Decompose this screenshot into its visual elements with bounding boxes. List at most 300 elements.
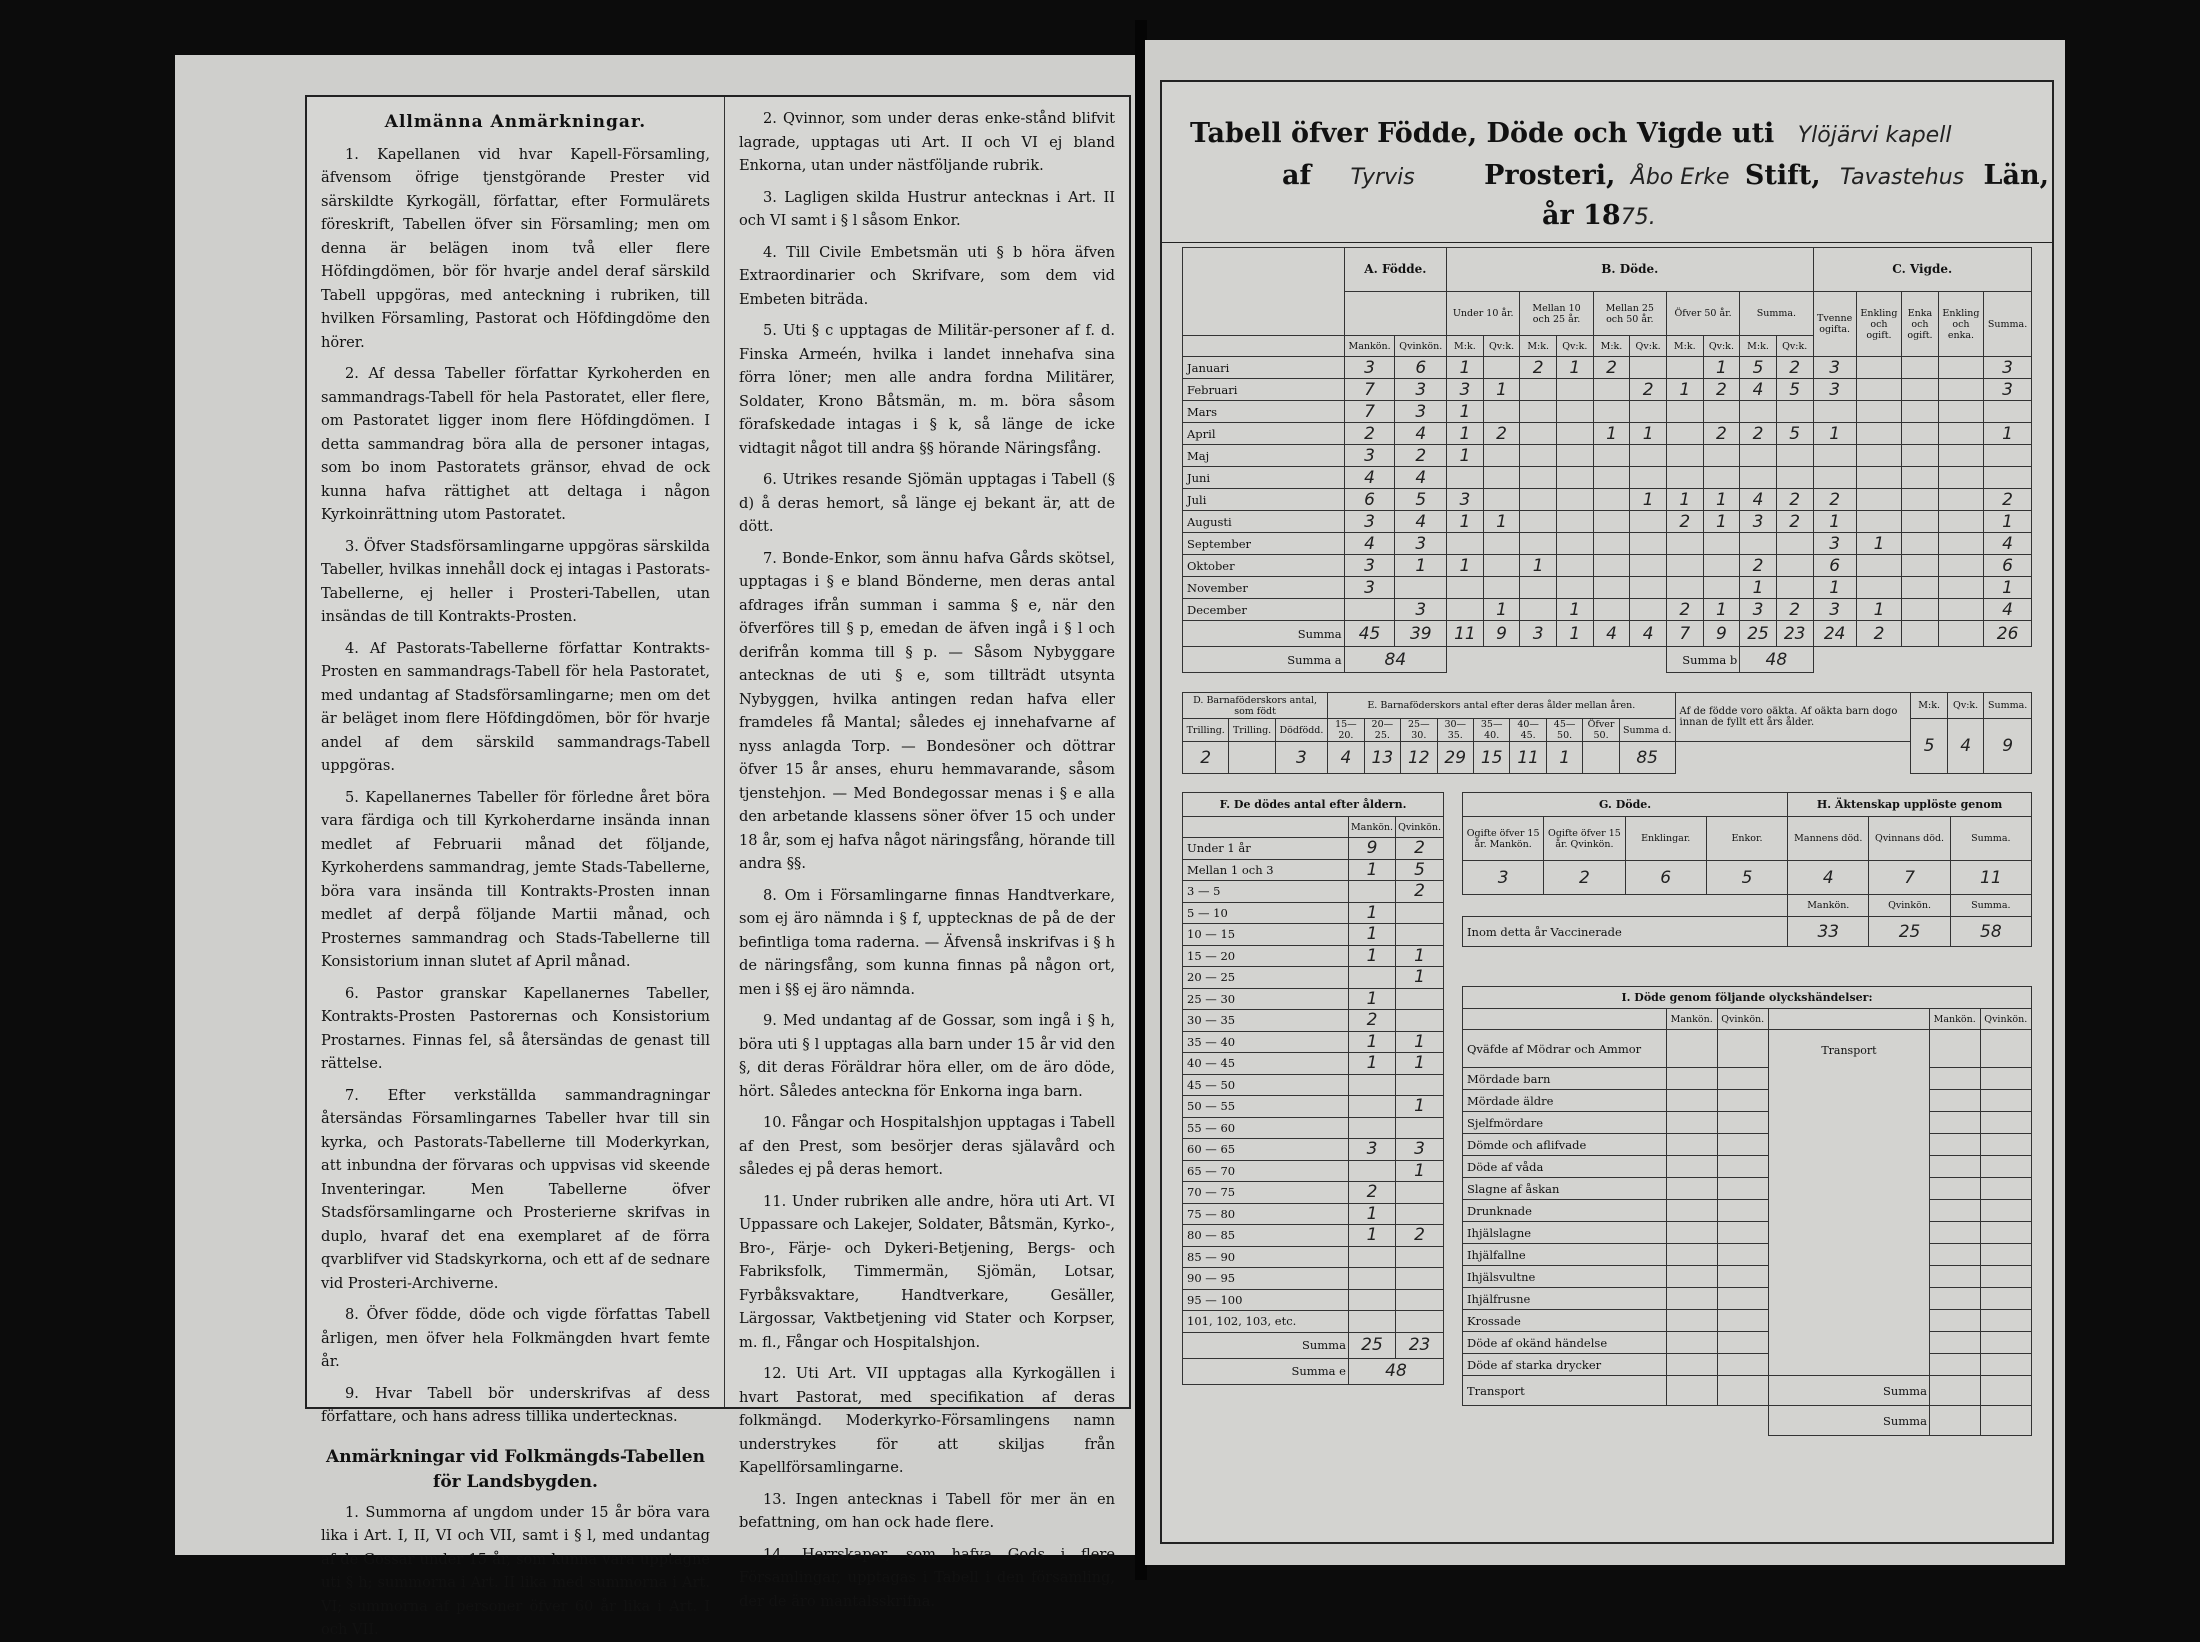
month-value-cell [1856, 489, 1901, 511]
empty-cell [1929, 1376, 1980, 1406]
spacer [1717, 1406, 1768, 1436]
age-label: Under 1 år [1183, 838, 1349, 860]
month-label: Juli [1183, 489, 1345, 511]
month-value-cell: 1 [1447, 511, 1484, 533]
month-value-cell [1483, 555, 1520, 577]
age-value [1396, 1010, 1444, 1032]
cause-rows [1463, 1030, 2032, 1376]
month-value-cell: 2 [1630, 379, 1667, 401]
month-value-cell: 2 [1344, 423, 1395, 445]
month-row [1183, 423, 2032, 445]
age-label: 5 — 10 [1183, 902, 1349, 924]
deaths-by-age-table [1182, 792, 1444, 1385]
month-value-cell [1593, 511, 1630, 533]
age-value: 2 [1348, 1010, 1395, 1032]
month-value-cell: 2 [1703, 423, 1740, 445]
month-value-cell: 4 [1344, 533, 1395, 555]
month-value-cell: 3 [1344, 511, 1395, 533]
sub-header: Mankön. [1666, 1009, 1717, 1030]
sub-header: Qvinnans död. [1869, 817, 1950, 861]
age-value [1396, 1203, 1444, 1225]
cause-label: Döde af starka drycker [1463, 1354, 1667, 1376]
month-value-cell: 3 [1395, 533, 1447, 555]
section-g-value: 2 [1544, 861, 1625, 895]
age-row [1183, 1268, 1444, 1290]
age-value [1348, 1289, 1395, 1311]
age-value: 1 [1396, 1160, 1444, 1182]
empty-cell [1717, 1156, 1768, 1178]
section-e-value [1583, 742, 1619, 774]
sub-header: M:k. [1740, 336, 1777, 357]
age-value: 1 [1348, 1225, 1395, 1247]
age-label: 3 — 5 [1183, 881, 1349, 903]
empty-cell [1980, 1244, 2032, 1266]
age-value [1348, 1311, 1395, 1333]
month-value-cell [1902, 401, 1939, 423]
empty-cell [1929, 1090, 1980, 1112]
section-d-value: 3 [1275, 742, 1327, 774]
month-value-cell: 1 [1813, 511, 1856, 533]
sub-header: Mankön. [1344, 336, 1395, 357]
empty-cell [1980, 1222, 2032, 1244]
month-value-cell [1447, 467, 1484, 489]
month-value-cell: 3 [1740, 599, 1777, 621]
month-value-cell: 2 [1666, 599, 1703, 621]
month-value-cell [1630, 511, 1667, 533]
month-value-cell: 1 [1483, 599, 1520, 621]
instruction-paragraph: 9. Hvar Tabell bör underskrifvas af dess författare, och hans adress tillika undertecknas. [321, 1384, 710, 1425]
month-value-cell [1520, 423, 1557, 445]
age-value [1396, 924, 1444, 946]
cause-row [1463, 1354, 2032, 1376]
month-value-cell [1902, 467, 1939, 489]
age-row [1183, 1225, 1444, 1247]
section-d-value [1229, 742, 1275, 774]
cause-label: Krossade [1463, 1310, 1667, 1332]
sub-header: Mankön. [1929, 1009, 1980, 1030]
empty-cell [1666, 1266, 1717, 1288]
sub-header: Qvinkön. [1717, 1009, 1768, 1030]
section-g-value: 6 [1625, 861, 1706, 895]
age-value: 1 [1348, 902, 1395, 924]
section-e-value: 4 [1328, 742, 1364, 774]
age-row [1183, 1289, 1444, 1311]
month-value-cell [1593, 401, 1630, 423]
month-value-cell: 7 [1344, 401, 1395, 423]
vacc-header: Mankön. [1788, 895, 1869, 917]
cause-row [1463, 1068, 2032, 1090]
month-value-cell [1630, 357, 1667, 379]
instruction-paragraph: 12. Uti Art. VII upptagas alla Kyrkogällen i hvart Pastorat, med specifikation af deras folkmängd. Moderkyrko-Församlingens namn understrykes för att skiljas från Kapellförsamlingarne. [739, 1365, 1115, 1476]
month-value-cell [1666, 555, 1703, 577]
age-value [1348, 1074, 1395, 1096]
summa-value: 7 [1666, 621, 1703, 647]
age-header: Öfver 50 år. [1666, 292, 1739, 336]
month-value-cell: 5 [1395, 489, 1447, 511]
age-value: 5 [1396, 859, 1444, 881]
month-value-cell: 2 [1813, 489, 1856, 511]
sub-header: Enkor. [1706, 817, 1787, 861]
month-row [1183, 533, 2032, 555]
cause-label: Mördade barn [1463, 1068, 1667, 1090]
month-value-cell [1902, 555, 1939, 577]
empty-cell [1717, 1354, 1768, 1376]
month-value-cell [1703, 533, 1740, 555]
month-value-cell [1856, 445, 1901, 467]
section-f-header: F. De dödes antal efter åldern. [1183, 793, 1444, 817]
empty-cell [1717, 1266, 1768, 1288]
month-value-cell: 2 [1483, 423, 1520, 445]
sub-header: 15—20. [1328, 719, 1364, 742]
county-handwritten: Tavastehus [1840, 165, 1965, 190]
summa-a-value: 84 [1344, 647, 1446, 673]
month-row [1183, 555, 2032, 577]
empty-cell [1980, 1178, 2032, 1200]
empty-cell [1929, 1354, 1980, 1376]
instruction-paragraph: 8. Öfver födde, döde och vigde författas Tabell årligen, men öfver hela Folkmängden hvart femte år. [321, 1306, 710, 1370]
age-label: 95 — 100 [1183, 1289, 1349, 1311]
month-value-cell [1984, 445, 2032, 467]
vacc-header: Qvinkön. [1869, 895, 1950, 917]
empty-cell [1980, 1266, 2032, 1288]
month-row [1183, 577, 2032, 599]
cause-label: Slagne af åskan [1463, 1178, 1667, 1200]
empty-cell [1666, 1156, 1717, 1178]
cause-label: Ihjälslagne [1463, 1222, 1667, 1244]
empty-cell [1980, 1332, 2032, 1354]
empty-cell [1717, 1200, 1768, 1222]
empty-cell [1980, 1200, 2032, 1222]
cause-row [1463, 1266, 2032, 1288]
cause-row [1463, 1112, 2032, 1134]
month-value-cell: 2 [1703, 379, 1740, 401]
month-value-cell [1984, 467, 2032, 489]
month-value-cell [1938, 599, 1983, 621]
empty-cell [1717, 1178, 1768, 1200]
age-label: 15 — 20 [1183, 945, 1349, 967]
month-value-cell [1938, 489, 1983, 511]
month-value-cell [1520, 489, 1557, 511]
summa-b-value: 48 [1740, 647, 1813, 673]
age-row [1183, 881, 1444, 903]
month-value-cell [1813, 401, 1856, 423]
month-value-cell [1666, 577, 1703, 599]
age-row [1183, 1246, 1444, 1268]
age-row [1183, 1010, 1444, 1032]
month-value-cell [1902, 445, 1939, 467]
month-value-cell [1856, 511, 1901, 533]
month-value-cell [1740, 401, 1777, 423]
oakta-value: 9 [1984, 719, 2032, 774]
age-value: 3 [1396, 1139, 1444, 1161]
month-value-cell [1483, 445, 1520, 467]
age-value: 1 [1348, 988, 1395, 1010]
month-value-cell [1520, 533, 1557, 555]
age-label: Mellan 1 och 3 [1183, 859, 1349, 881]
month-value-cell [1902, 357, 1939, 379]
age-header: Mellan 10 och 25 år. [1520, 292, 1593, 336]
sub-header: Qv:k. [1557, 336, 1594, 357]
month-value-cell: 1 [1740, 577, 1777, 599]
empty-cell [1980, 1376, 2032, 1406]
month-value-cell [1520, 511, 1557, 533]
month-value-cell [1630, 445, 1667, 467]
sub-header: M:k. [1447, 336, 1484, 357]
section-e-value: 85 [1619, 742, 1675, 774]
instruction-paragraph: 4. Till Civile Embetsmän uti § b höra äfven Extraordinarier och Skrifvare, som dem vid Embeten biträda. [739, 243, 1115, 308]
age-value: 2 [1396, 838, 1444, 860]
statistics-form [1160, 80, 2054, 1544]
age-label: 10 — 15 [1183, 924, 1349, 946]
age-label: 30 — 35 [1183, 1010, 1349, 1032]
month-value-cell: 3 [1344, 577, 1395, 599]
summa-value: 26 [1984, 621, 2032, 647]
cause-row [1463, 1090, 2032, 1112]
month-value-cell: 6 [1984, 555, 2032, 577]
age-label: 90 — 95 [1183, 1268, 1349, 1290]
month-value-cell: 3 [1344, 445, 1395, 467]
section-h-header: H. Äktenskap upplöste genom [1788, 793, 2032, 817]
blank-header [1344, 292, 1446, 336]
age-value [1396, 1117, 1444, 1139]
month-value-cell [1776, 533, 1813, 555]
instruction-paragraph: 1. Summorna af ungdom under 15 år böra vara lika i Art. I, II, VI och VII, samt i § l, med undantag af de Gossar under 15 år, som kunna vara upptagne uti § h; summorna i Art. II lika med summorna i Art. VI; summorna af personer öfver 60 år lika i Art. I och VII. [321, 1503, 710, 1638]
spacer [1675, 742, 1911, 774]
summa-row [1183, 621, 2032, 647]
month-row [1183, 599, 2032, 621]
empty-cell [1980, 1068, 2032, 1090]
section-e-header: E. Barnaföderskors antal efter deras ålder mellan åren. [1328, 693, 1675, 719]
month-value-cell: 1 [1520, 555, 1557, 577]
empty-cell [1717, 1134, 1768, 1156]
empty-cell [1666, 1200, 1717, 1222]
age-value [1348, 1246, 1395, 1268]
month-value-cell [1938, 555, 1983, 577]
sub-header: Qv:k. [1483, 336, 1520, 357]
month-value-cell [1856, 467, 1901, 489]
vigde-header: Enkling och enka. [1938, 292, 1983, 357]
age-row [1183, 859, 1444, 881]
age-value [1396, 1182, 1444, 1204]
summa-value: 2 [1856, 621, 1901, 647]
empty-cell [1666, 1376, 1717, 1406]
month-label: September [1183, 533, 1345, 555]
month-value-cell [1856, 379, 1901, 401]
month-value-cell: 3 [1395, 379, 1447, 401]
month-value-cell [1938, 423, 1983, 445]
age-label: 20 — 25 [1183, 967, 1349, 989]
month-value-cell: 2 [1520, 357, 1557, 379]
month-value-cell [1557, 489, 1594, 511]
year-handwritten: 75. [1620, 205, 1656, 230]
month-value-cell [1666, 423, 1703, 445]
month-row [1183, 467, 2032, 489]
age-value [1396, 1311, 1444, 1333]
births-deaths-marriages-table [1182, 247, 2032, 673]
month-label: Augusti [1183, 511, 1345, 533]
month-value-cell [1703, 401, 1740, 423]
month-value-cell [1703, 577, 1740, 599]
month-value-cell: 1 [1447, 401, 1484, 423]
month-value-cell: 6 [1395, 357, 1447, 379]
month-label: Juni [1183, 467, 1345, 489]
section-h-value: 4 [1788, 861, 1869, 895]
month-value-cell: 1 [1447, 423, 1484, 445]
month-value-cell: 1 [1630, 423, 1667, 445]
instruction-paragraph: 1. Kapellanen vid hvar Kapell-Församling, äfvensom öfrige tjenstgörande Prester vid särskildte Kyrkogäll, författar, efter Formulärets föreskrift, Tabellen öfver sin Församling; men om denna är belägen inom två eller flere Höfdingdömen, bör för hvarje andel deraf särskild Tabell uppgöras, med anteckning i rubriken, till hvilken Församling, Pastorat och Höfdingdöme den hörer. [321, 145, 710, 351]
instruction-paragraph: 2. Af dessa Tabeller författar Kyrkoherden en sammandrags-Tabell för hela Pastoratet, eller flere, om Pastoratet ligger inom flere Höfdingdömen. I detta sammandrag böra alla de personer intagas, som bo inom Pastoratets gränsor, ehvad de ock kunna hafva rättighet att deltaga i någon Kyrkoinrättning utom Pastoratet. [321, 365, 710, 523]
summa-value: 1 [1557, 621, 1594, 647]
month-value-cell: 4 [1344, 467, 1395, 489]
month-label: December [1183, 599, 1345, 621]
month-label: Februari [1183, 379, 1345, 401]
month-label: April [1183, 423, 1345, 445]
spacer [1463, 895, 1788, 917]
instructions-subtitle: Anmärkningar vid Folkmängds-Tabellen för Landsbygden. [326, 1446, 705, 1492]
age-value: 1 [1348, 1203, 1395, 1225]
empty-cell [1929, 1266, 1980, 1288]
age-value [1348, 967, 1395, 989]
age-value: 1 [1396, 1031, 1444, 1053]
section-e-value: 13 [1364, 742, 1400, 774]
section-a-header: A. Födde. [1344, 248, 1446, 292]
empty-cell [1717, 1332, 1768, 1354]
blank-header [1183, 336, 1345, 357]
empty-cell [1929, 1134, 1980, 1156]
month-value-cell [1938, 511, 1983, 533]
section-d-value: 2 [1183, 742, 1229, 774]
month-value-cell [1740, 533, 1777, 555]
sub-header: Ogifte öfver 15 år. Mankön. [1463, 817, 1544, 861]
transport-bottom-label: Transport [1463, 1376, 1667, 1406]
oakta-header: Qv:k. [1947, 693, 1983, 719]
month-value-cell: 2 [1395, 445, 1447, 467]
section-e-value: 12 [1401, 742, 1437, 774]
instruction-paragraph: 2. Qvinnor, som under deras enke-stånd blifvit lagrade, upptagas uti Art. II och VI ej bland Enkorna, utan under nästföljande rubrik. [739, 110, 1115, 174]
cause-row [1463, 1310, 2032, 1332]
month-row [1183, 379, 2032, 401]
sub-header: M:k. [1593, 336, 1630, 357]
empty-cell [1980, 1354, 2032, 1376]
month-value-cell [1593, 489, 1630, 511]
cause-row [1463, 1244, 2032, 1266]
month-row [1183, 357, 2032, 379]
summa-bottom-label: Summa [1768, 1376, 1929, 1406]
sub-header: Trilling. [1229, 719, 1275, 742]
empty-cell [1666, 1288, 1717, 1310]
age-label: 70 — 75 [1183, 1182, 1349, 1204]
month-value-cell [1483, 533, 1520, 555]
section-c-header: C. Vigde. [1813, 248, 2032, 292]
month-value-cell [1520, 577, 1557, 599]
age-row [1183, 1031, 1444, 1053]
age-row [1183, 1311, 1444, 1333]
cause-label: Qväfde af Mödrar och Ammor [1463, 1030, 1667, 1068]
vaccinated-value: 25 [1869, 917, 1950, 947]
month-label: Mars [1183, 401, 1345, 423]
summa-value: 25 [1740, 621, 1777, 647]
section-e-value: 29 [1437, 742, 1473, 774]
instruction-paragraph: 3. Lagligen skilda Hustrur antecknas i Art. II och VI samt i § l såsom Enkor. [739, 188, 1115, 229]
sub-header: Dödfödd. [1275, 719, 1327, 742]
month-value-cell [1902, 577, 1939, 599]
age-row [1183, 1160, 1444, 1182]
empty-cell [1929, 1222, 1980, 1244]
month-value-cell [1593, 445, 1630, 467]
month-value-cell [1557, 467, 1594, 489]
month-value-cell [1902, 489, 1939, 511]
month-value-cell [1666, 357, 1703, 379]
month-value-cell [1520, 467, 1557, 489]
age-row [1183, 1074, 1444, 1096]
month-value-cell: 1 [1395, 555, 1447, 577]
cause-label: Mördade äldre [1463, 1090, 1667, 1112]
oakta-value: 5 [1911, 719, 1947, 774]
age-row [1183, 988, 1444, 1010]
sub-header: M:k. [1520, 336, 1557, 357]
month-value-cell [1902, 511, 1939, 533]
month-value-cell: 3 [1344, 357, 1395, 379]
empty-cell [1929, 1406, 1980, 1436]
secf-summa-value: 25 [1348, 1332, 1395, 1358]
age-value: 1 [1348, 1053, 1395, 1075]
month-value-cell [1557, 533, 1594, 555]
month-value-cell: 3 [1447, 379, 1484, 401]
month-value-cell [1557, 423, 1594, 445]
age-value [1396, 1268, 1444, 1290]
month-value-cell [1856, 555, 1901, 577]
empty-cell [1929, 1200, 1980, 1222]
age-label: 65 — 70 [1183, 1160, 1349, 1182]
month-value-cell: 4 [1395, 423, 1447, 445]
instruction-paragraph: 14. Herrskaper, som hafva Gods i flere Församlingar, upptagas i Tabell i den församling, der de äro mantalsskrifna. [739, 1545, 1115, 1610]
instruction-paragraph: 5. Kapellanernes Tabeller för förledne året böra vara färdiga och till Kyrkoherdarne insända innan medlet af Februarii månad det följande, Kyrkoherdens sammandrag, jemte Stads-Tabellerne, böra vara insända till Kontrakts-Prosten innan medlet af derpå följande Martii månad, och Prosternes sammandrag och Stads-Tabellerne till Konsistorium innan slutet af April månad. [321, 788, 710, 970]
header-line-1 [1190, 118, 1951, 149]
empty-cell [1717, 1112, 1768, 1134]
empty-cell [1666, 1354, 1717, 1376]
summa-value [1902, 621, 1939, 647]
section-e-value: 1 [1546, 742, 1582, 774]
age-value [1348, 1268, 1395, 1290]
sub-header: Mankön. [1348, 817, 1395, 838]
month-value-cell: 1 [1630, 489, 1667, 511]
month-value-cell [1483, 401, 1520, 423]
vigde-header: Tvenne ogifta. [1813, 292, 1856, 357]
month-value-cell: 4 [1984, 599, 2032, 621]
month-value-cell [1703, 555, 1740, 577]
empty-cell [1929, 1068, 1980, 1090]
sub-header: Qvinkön. [1396, 817, 1444, 838]
empty-cell [1980, 1112, 2032, 1134]
instruction-paragraph: 9. Med undantag af de Gossar, som ingå i § h, böra uti § l upptagas alla barn under 15 år vid den §, dit deras Föräldrar höra eller, om de äro döde, hört. Således anteckna för Enkorna inga barn. [739, 1012, 1115, 1100]
spacer [1666, 1406, 1717, 1436]
age-label: 80 — 85 [1183, 1225, 1349, 1247]
month-value-cell [1483, 489, 1520, 511]
month-value-cell [1938, 577, 1983, 599]
age-value: 1 [1396, 1053, 1444, 1075]
age-row [1183, 838, 1444, 860]
month-value-cell [1856, 401, 1901, 423]
sub-header: Qv:k. [1703, 336, 1740, 357]
summa-value: 11 [1447, 621, 1484, 647]
age-row [1183, 1096, 1444, 1118]
age-value [1348, 881, 1395, 903]
instruction-paragraph: 6. Utrikes resande Sjömän upptagas i Tabell (§ d) å deras hemort, så länge ej bekant är, att de dött. [739, 471, 1115, 535]
instruction-paragraph: 13. Ingen antecknas i Tabell för mer än en befattning, om han ock hade flere. [739, 1490, 1115, 1531]
age-row [1183, 1203, 1444, 1225]
month-value-cell [1856, 577, 1901, 599]
month-value-cell: 1 [1447, 445, 1484, 467]
